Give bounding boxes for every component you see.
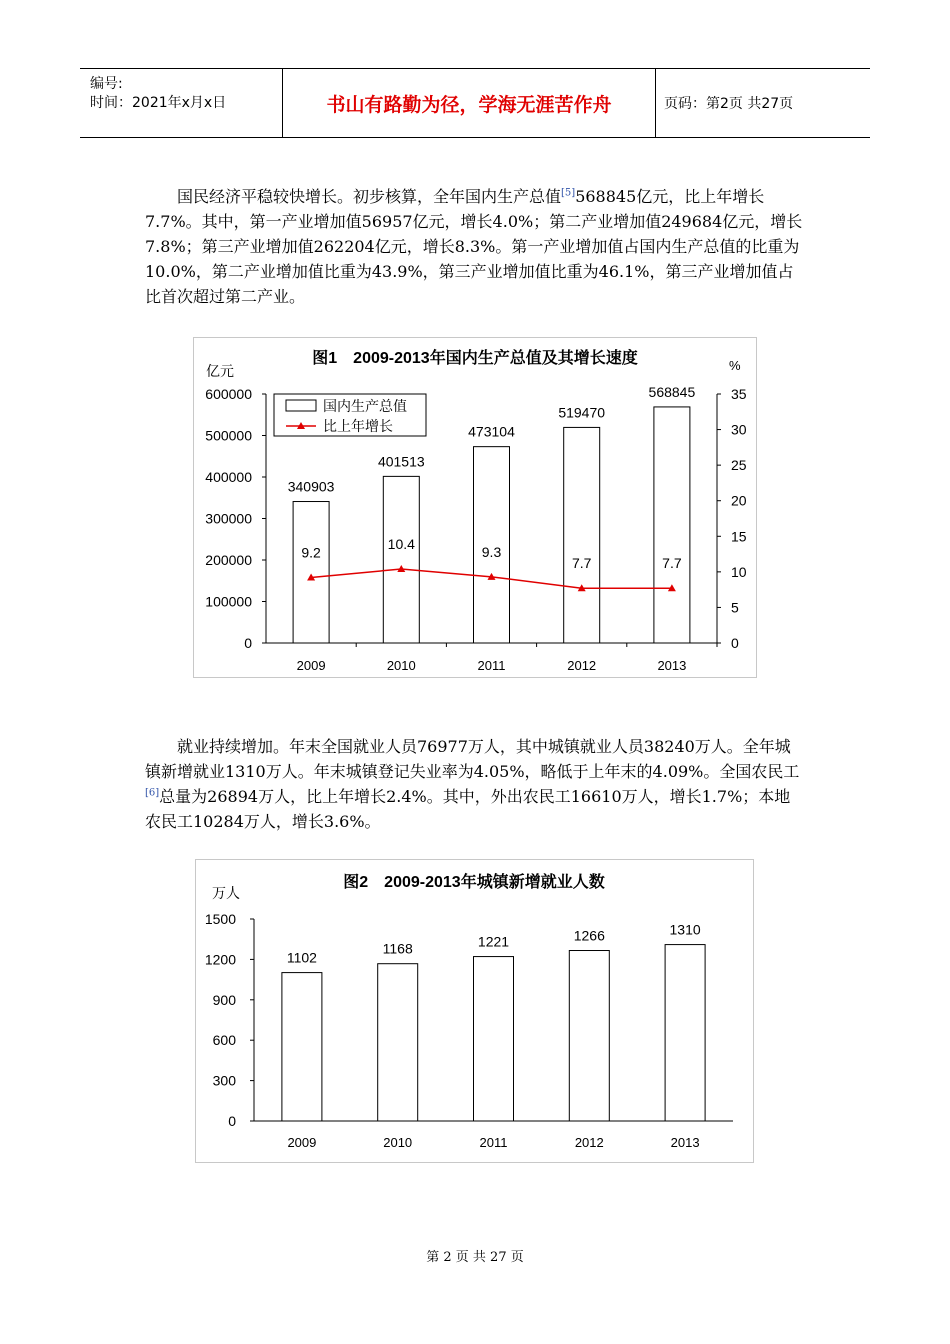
growth-label: 9.2 <box>301 544 321 561</box>
y-tick-label: 300000 <box>205 510 252 527</box>
y2-tick-label: 30 <box>731 421 747 438</box>
x-tick-label: 2012 <box>567 658 597 673</box>
gdp-bar <box>293 502 329 643</box>
y-tick-label: 100000 <box>205 593 252 610</box>
y2-tick-label: 15 <box>731 528 747 545</box>
y2-axis-label: % <box>729 358 741 373</box>
y2-tick-label: 10 <box>731 563 747 580</box>
paragraph-gdp-text-1: 国民经济平稳较快增长。初步核算，全年国内生产总值 <box>177 187 562 206</box>
y2-tick-label: 20 <box>731 492 747 509</box>
employment-bar <box>569 951 609 1121</box>
growth-label: 10.4 <box>387 536 415 553</box>
gdp-bar-label: 568845 <box>648 383 696 400</box>
employment-bar-label: 1102 <box>286 949 317 966</box>
x-tick-label: 2013 <box>657 658 687 673</box>
x-tick-label: 2012 <box>574 1135 604 1150</box>
y-tick-label: 500000 <box>205 427 252 444</box>
gdp-bar-label: 401513 <box>377 453 425 470</box>
chart-title: 图1 2009-2013年国内生产总值及其增长速度 <box>312 350 638 367</box>
gdp-bar-label: 519470 <box>558 404 606 421</box>
header-motto: 书山有路勤为径，学海无涯苦作舟 <box>283 69 656 137</box>
chart-employment <box>195 859 754 1163</box>
y-tick-label: 600000 <box>205 386 252 402</box>
y2-tick-label: 0 <box>731 635 739 651</box>
y-tick-label: 900 <box>212 991 236 1008</box>
employment-bar <box>665 945 705 1121</box>
y-tick-label: 200000 <box>205 552 252 568</box>
employment-bar-label: 1310 <box>669 921 701 938</box>
gdp-bar-label: 340903 <box>287 478 335 495</box>
page-footer: 第 2 页 共 27 页 <box>426 1250 524 1265</box>
y-tick-label: 1200 <box>204 951 236 968</box>
footnote-ref-5[interactable]: [5] <box>561 187 576 199</box>
y-tick-label: 1500 <box>204 911 236 927</box>
y2-tick-label: 35 <box>731 386 747 402</box>
gdp-bar-label: 473104 <box>468 423 515 440</box>
gdp-bar <box>654 407 690 643</box>
y-axis-label: 万人 <box>212 885 240 901</box>
y2-tick-label: 25 <box>731 457 747 474</box>
growth-label: 7.7 <box>662 555 682 572</box>
employment-bar-label: 1266 <box>573 927 605 944</box>
chart-title: 图2 2009-2013年城镇新增就业人数 <box>343 874 605 891</box>
employment-bar-label: 1221 <box>477 933 510 950</box>
x-tick-label: 2009 <box>296 658 326 673</box>
header-info-cell <box>80 69 283 137</box>
employment-bar-label: 1168 <box>382 940 413 957</box>
x-tick-label: 2010 <box>383 1135 413 1150</box>
legend-line-label: 比上年增长 <box>323 418 393 434</box>
paragraph-employment-text-2: 总量为26894万人，比上年增长2.4%。其中，外出农民工16610万人，增长1.7%；本地农民工10284万人，增长3.6%。 <box>145 787 791 831</box>
footnote-ref-6[interactable]: [6] <box>145 787 160 799</box>
paragraph-gdp-text-2: 568845亿元，比上年增长7.7%。其中，第一产业增加值56957亿元，增长4.0%；第二产业增加值249684亿元，增长7.8%；第三产业增加值262204亿元，增长8.3%。第一产业增加值占国内生产总值的比重为10.0%，第二产业增加值比重为43.9%，第三产业增加值比重为46.1%，第三产业增加值占比首次超过第二产业。 <box>145 187 803 306</box>
legend-bar-label: 国内生产总值 <box>323 398 407 414</box>
gdp-bar <box>383 476 419 643</box>
number-label: 编号: <box>90 76 123 92</box>
y-tick-label: 0 <box>244 635 252 651</box>
x-tick-label: 2009 <box>287 1135 317 1150</box>
chart-employment-svg <box>196 860 753 1162</box>
x-tick-label: 2011 <box>479 1135 508 1150</box>
date-label: 时间：2021年x月x日 <box>90 95 227 111</box>
growth-label: 7.7 <box>571 555 592 572</box>
y-axis-label: 亿元 <box>206 363 234 379</box>
gdp-bar <box>564 427 600 643</box>
legend-bar-swatch <box>286 400 316 411</box>
chart-gdp-svg <box>194 338 756 677</box>
page-header <box>80 68 870 138</box>
paragraph-gdp <box>145 184 805 309</box>
y-tick-label: 300 <box>212 1072 236 1089</box>
employment-bar <box>474 957 514 1121</box>
y-tick-label: 0 <box>228 1113 236 1129</box>
paragraph-employment <box>145 734 805 834</box>
employment-bar <box>378 964 418 1121</box>
y-tick-label: 400000 <box>205 469 252 485</box>
y2-tick-label: 5 <box>731 599 739 616</box>
employment-bar <box>282 973 322 1121</box>
chart-gdp <box>193 337 757 678</box>
paragraph-employment-text-1: 就业持续增加。年末全国就业人员76977万人，其中城镇就业人员38240万人。全年城镇新增就业1310万人。年末城镇登记失业率为4.05%，略低于上年末的4.09%。全国农民工 <box>145 737 800 781</box>
header-page-label: 页码：第2页 共27页 <box>664 96 794 112</box>
x-tick-label: 2013 <box>670 1135 700 1150</box>
growth-label: 9.3 <box>481 543 502 560</box>
y-tick-label: 600 <box>212 1032 236 1049</box>
x-tick-label: 2011 <box>477 658 506 673</box>
x-tick-label: 2010 <box>386 658 416 673</box>
